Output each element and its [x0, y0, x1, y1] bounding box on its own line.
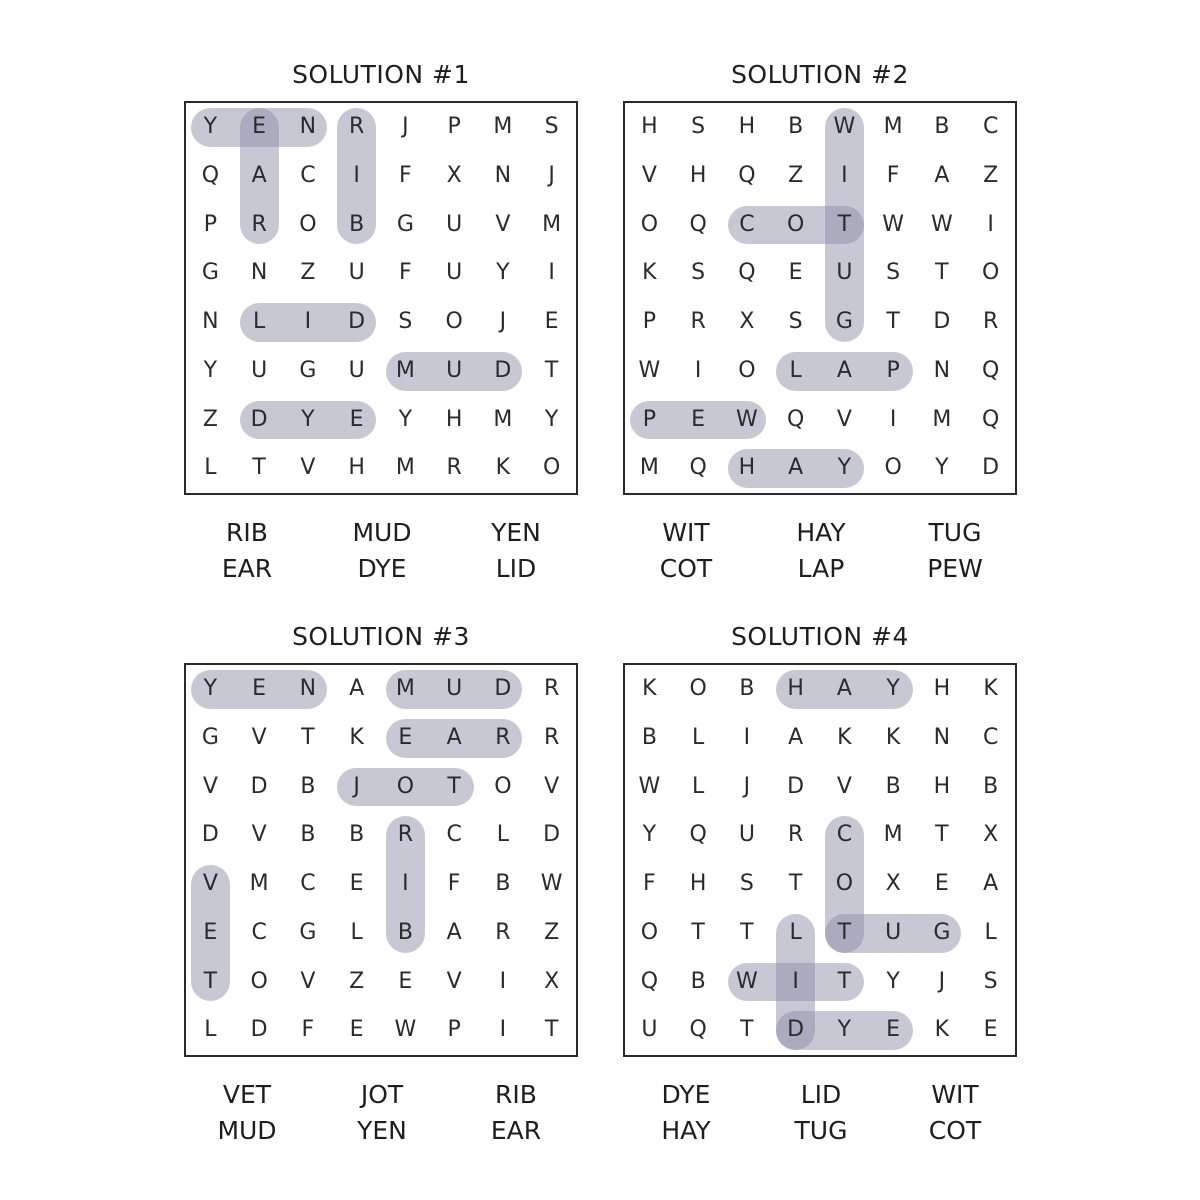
- solution-panel-2: [623, 55, 1017, 600]
- grid-letter: H: [787, 676, 804, 701]
- grid-letter: Y: [398, 406, 413, 432]
- grid-letter: M: [883, 822, 903, 848]
- grid-letter: S: [886, 260, 901, 286]
- grid-letter: B: [641, 724, 657, 750]
- grid-letter: O: [884, 455, 902, 481]
- word-list-item: DYE: [357, 554, 407, 583]
- grid-letter: D: [201, 822, 219, 848]
- grid-letter: H: [738, 455, 756, 481]
- word-list-item: COT: [659, 554, 713, 583]
- grid-letter: N: [933, 724, 951, 750]
- grid-letter: P: [447, 1017, 461, 1043]
- grid-letter: A: [788, 455, 804, 481]
- solution-title: SOLUTION #3: [292, 622, 470, 651]
- word-list-item: TUG: [794, 1116, 848, 1145]
- grid-letter: D: [787, 773, 805, 799]
- grid-letter: C: [739, 211, 755, 237]
- grid-letter: Q: [981, 357, 1000, 383]
- grid-letter: L: [350, 919, 363, 945]
- grid-letter: C: [300, 871, 316, 896]
- word-list-item: MUD: [352, 518, 412, 547]
- grid-letter: S: [788, 309, 803, 334]
- grid-letter: C: [836, 822, 853, 848]
- grid-letter: U: [641, 1017, 658, 1043]
- grid-letter: A: [983, 871, 999, 896]
- grid-letter: T: [788, 871, 803, 896]
- grid-letter: M: [395, 357, 415, 383]
- grid-letter: D: [494, 357, 512, 383]
- grid-letter: R: [543, 676, 560, 701]
- grid-letter: S: [691, 260, 706, 286]
- grid-letter: L: [984, 919, 997, 945]
- grid-letter: T: [837, 919, 852, 945]
- grid-letter: E: [788, 260, 803, 286]
- grid-letter: V: [202, 871, 218, 896]
- grid-letter: T: [837, 968, 852, 994]
- word-list-item: TUG: [928, 518, 982, 547]
- grid-letter: E: [349, 871, 364, 896]
- grid-letter: T: [301, 724, 315, 750]
- grid-letter: N: [933, 357, 951, 383]
- grid-letter: W: [638, 773, 661, 799]
- grid-letter: N: [250, 260, 268, 286]
- grid-letter: E: [349, 1017, 364, 1043]
- grid-letter: R: [787, 822, 804, 848]
- grid-letter: H: [689, 162, 707, 188]
- grid-letter: Y: [203, 357, 218, 383]
- grid-letter: J: [499, 309, 507, 334]
- grid-letter: T: [935, 260, 949, 286]
- word-list-item: COT: [928, 1116, 982, 1145]
- grid-letter: E: [349, 406, 364, 432]
- grid-letter: G: [299, 357, 317, 383]
- grid-letter: L: [789, 919, 802, 945]
- grid-letter: Y: [203, 676, 218, 701]
- word-list-item: YEN: [357, 1116, 407, 1145]
- grid-letter: L: [252, 309, 266, 334]
- word-list-item: EAR: [221, 554, 273, 583]
- grid-letter: Y: [203, 114, 218, 139]
- grid-letter: V: [202, 773, 218, 799]
- word-list-item: RIB: [226, 518, 268, 547]
- grid-letter: T: [886, 309, 900, 334]
- grid-letter: E: [886, 1017, 901, 1043]
- word-list-item: HAY: [661, 1116, 711, 1145]
- grid-letter: E: [544, 309, 559, 334]
- grid-letter: Y: [886, 968, 900, 994]
- grid-letter: M: [932, 406, 952, 432]
- grid-letter: G: [396, 211, 414, 237]
- grid-letter: O: [542, 455, 561, 481]
- grid-letter: W: [394, 1017, 417, 1043]
- grid-letter: W: [735, 968, 758, 994]
- grid-letter: K: [934, 1017, 950, 1043]
- grid-letter: U: [836, 260, 853, 286]
- solution-title: SOLUTION #1: [292, 60, 470, 89]
- solution-title: SOLUTION #4: [731, 622, 909, 651]
- grid-letter: J: [548, 162, 555, 188]
- grid-letter: U: [446, 357, 463, 383]
- grid-letter: V: [251, 724, 267, 750]
- grid-letter: T: [740, 1017, 754, 1043]
- letter-grid: [623, 663, 1017, 1057]
- grid-letter: H: [348, 455, 365, 481]
- word-list-item: HAY: [796, 518, 846, 547]
- grid-letter: I: [889, 406, 897, 432]
- word-list-item: YEN: [491, 518, 541, 547]
- grid-letter: B: [788, 114, 804, 139]
- grid-letter: M: [883, 114, 903, 139]
- grid-letter: O: [835, 871, 854, 896]
- grid-letter: N: [299, 676, 317, 701]
- grid-letter: I: [548, 260, 555, 286]
- grid-letter: O: [299, 211, 317, 237]
- grid-letter: U: [251, 357, 268, 383]
- grid-letter: N: [494, 162, 512, 188]
- grid-letter: F: [447, 871, 461, 896]
- grid-letter: V: [300, 455, 316, 481]
- grid-letter: B: [690, 968, 706, 994]
- grid-letter: D: [787, 1017, 805, 1043]
- grid-letter: R: [251, 211, 267, 237]
- grid-letter: H: [689, 871, 707, 896]
- grid-letter: Y: [642, 822, 657, 848]
- grid-letter: B: [300, 822, 316, 848]
- grid-letter: V: [641, 162, 657, 188]
- grid-letter: D: [982, 455, 1000, 481]
- grid-letter: E: [398, 724, 413, 750]
- word-list-item: LID: [800, 1080, 842, 1109]
- grid-letter: O: [981, 260, 1000, 286]
- grid-letter: B: [397, 919, 413, 945]
- grid-letter: L: [204, 1017, 217, 1043]
- grid-letter: R: [348, 114, 365, 139]
- grid-letter: M: [395, 455, 415, 481]
- grid-letter: W: [540, 871, 563, 896]
- grid-letter: R: [495, 724, 511, 750]
- grid-letter: X: [544, 968, 560, 994]
- grid-letter: A: [251, 162, 267, 188]
- grid-letter: S: [739, 871, 754, 896]
- grid-letter: O: [786, 211, 805, 237]
- grid-letter: D: [494, 676, 512, 701]
- grid-letter: E: [252, 114, 267, 139]
- grid-letter: V: [836, 773, 852, 799]
- grid-letter: W: [638, 357, 661, 383]
- grid-letter: L: [691, 724, 705, 750]
- grid-letter: I: [694, 357, 702, 383]
- grid-letter: J: [402, 114, 409, 139]
- grid-letter: R: [690, 309, 706, 334]
- grid-letter: Q: [689, 822, 707, 848]
- grid-letter: B: [934, 114, 950, 139]
- grid-letter: J: [353, 773, 360, 799]
- grid-letter: D: [250, 1017, 268, 1043]
- grid-letter: I: [743, 724, 751, 750]
- grid-letter: A: [934, 162, 950, 188]
- grid-letter: I: [402, 871, 409, 896]
- grid-letter: C: [300, 162, 316, 188]
- grid-letter: Q: [201, 162, 220, 188]
- grid-letter: Z: [788, 162, 804, 188]
- grid-letter: I: [792, 968, 799, 994]
- grid-letter: Z: [983, 162, 999, 188]
- grid-letter: A: [836, 676, 852, 701]
- grid-letter: E: [983, 1017, 998, 1043]
- grid-letter: Q: [738, 260, 756, 286]
- grid-letter: G: [201, 260, 219, 286]
- grid-letter: M: [639, 455, 659, 481]
- grid-letter: Y: [496, 260, 510, 286]
- grid-letter: E: [252, 676, 267, 701]
- grid-letter: B: [495, 871, 511, 896]
- grid-letter: M: [395, 676, 415, 701]
- grid-letter: G: [835, 309, 853, 334]
- grid-letter: Q: [738, 162, 756, 188]
- grid-letter: Q: [689, 211, 707, 237]
- grid-letter: Y: [935, 455, 949, 481]
- grid-letter: U: [885, 919, 902, 945]
- word-list-item: PEW: [927, 554, 983, 583]
- grid-letter: O: [445, 309, 463, 334]
- grid-letter: K: [642, 676, 657, 701]
- grid-letter: K: [983, 676, 998, 701]
- solution-panel-1: [184, 55, 578, 600]
- grid-letter: V: [251, 822, 267, 848]
- grid-letter: T: [935, 822, 949, 848]
- grid-letter: W: [882, 211, 904, 237]
- grid-letter: D: [250, 406, 268, 432]
- solution-title: SOLUTION #2: [731, 60, 909, 89]
- grid-letter: M: [249, 871, 269, 896]
- grid-letter: Z: [544, 919, 560, 945]
- word-list-item: VET: [222, 1080, 272, 1109]
- grid-letter: A: [349, 676, 365, 701]
- word-list-item: JOT: [360, 1080, 404, 1109]
- grid-letter: P: [642, 406, 657, 432]
- grid-letter: T: [544, 1017, 559, 1043]
- grid-letter: T: [252, 455, 266, 481]
- grid-letter: L: [691, 773, 705, 799]
- solution-panel-4: [623, 617, 1017, 1162]
- word-list: [623, 515, 1017, 595]
- grid-letter: P: [447, 114, 461, 139]
- grid-letter: M: [493, 114, 513, 139]
- grid-letter: U: [446, 260, 463, 286]
- grid-letter: P: [642, 309, 657, 334]
- letter-grid: [184, 101, 578, 495]
- grid-letter: V: [544, 773, 560, 799]
- grid-letter: E: [203, 919, 218, 945]
- grid-letter: X: [885, 871, 901, 896]
- grid-letter: V: [300, 968, 316, 994]
- grid-letter: H: [933, 773, 951, 799]
- grid-letter: O: [640, 211, 659, 237]
- grid-letter: K: [837, 724, 852, 750]
- grid-letter: B: [885, 773, 901, 799]
- grid-letter: W: [833, 114, 856, 139]
- grid-letter: A: [446, 919, 462, 945]
- grid-letter: S: [983, 968, 998, 994]
- word-list-item: RIB: [495, 1080, 537, 1109]
- grid-letter: F: [399, 162, 412, 188]
- grid-letter: Q: [640, 968, 659, 994]
- word-list: [623, 1077, 1017, 1157]
- grid-letter: B: [739, 676, 755, 701]
- grid-letter: C: [982, 724, 999, 750]
- grid-letter: L: [496, 822, 509, 848]
- grid-letter: S: [544, 114, 559, 139]
- grid-letter: A: [788, 724, 804, 750]
- grid-letter: T: [544, 357, 559, 383]
- grid-letter: Y: [886, 676, 900, 701]
- grid-letter: F: [399, 260, 412, 286]
- grid-letter: D: [543, 822, 561, 848]
- word-list: [184, 1077, 578, 1157]
- grid-letter: B: [349, 211, 365, 237]
- grid-letter: O: [250, 968, 268, 994]
- grid-letter: I: [499, 968, 507, 994]
- grid-letter: V: [495, 211, 511, 237]
- grid-letter: C: [446, 822, 462, 848]
- grid-letter: K: [495, 455, 511, 481]
- word-list-item: LAP: [797, 554, 845, 583]
- grid-letter: F: [643, 871, 656, 896]
- grid-letter: O: [494, 773, 512, 799]
- grid-letter: Q: [689, 455, 707, 481]
- grid-letter: V: [446, 968, 462, 994]
- grid-letter: G: [933, 919, 951, 945]
- grid-letter: F: [301, 1017, 315, 1043]
- grid-letter: J: [743, 773, 751, 799]
- grid-letter: U: [738, 822, 755, 848]
- grid-letter: G: [299, 919, 317, 945]
- grid-letter: C: [251, 919, 267, 945]
- grid-letter: B: [349, 822, 365, 848]
- grid-letter: D: [933, 309, 951, 334]
- grid-letter: K: [885, 724, 901, 750]
- word-list-item: EAR: [490, 1116, 542, 1145]
- grid-letter: H: [933, 676, 951, 701]
- grid-letter: M: [493, 406, 513, 432]
- grid-letter: U: [446, 211, 463, 237]
- grid-letter: T: [691, 919, 705, 945]
- grid-letter: R: [397, 822, 414, 848]
- grid-letter: M: [542, 211, 562, 237]
- grid-letter: H: [445, 406, 463, 432]
- grid-letter: G: [201, 724, 219, 750]
- grid-letter: T: [203, 968, 218, 994]
- grid-letter: K: [349, 724, 364, 750]
- grid-letter: Q: [689, 1017, 707, 1043]
- word-list-item: WIT: [931, 1080, 979, 1109]
- grid-letter: Z: [349, 968, 365, 994]
- grid-letter: I: [841, 162, 848, 188]
- grid-letter: S: [398, 309, 413, 334]
- grid-letter: L: [789, 357, 802, 383]
- grid-letter: C: [982, 114, 999, 139]
- word-list-item: LID: [495, 554, 537, 583]
- grid-letter: I: [304, 309, 312, 334]
- grid-letter: X: [739, 309, 755, 334]
- grid-letter: Q: [786, 406, 805, 432]
- grid-letter: B: [983, 773, 999, 799]
- grid-letter: Z: [202, 406, 218, 432]
- grid-letter: D: [250, 773, 268, 799]
- grid-letter: U: [348, 260, 365, 286]
- grid-letter: R: [446, 455, 462, 481]
- grid-letter: R: [982, 309, 999, 334]
- grid-letter: E: [691, 406, 706, 432]
- grid-letter: N: [202, 309, 219, 334]
- grid-letter: N: [299, 114, 317, 139]
- grid-letter: R: [543, 724, 560, 750]
- grid-letter: Q: [981, 406, 1000, 432]
- grid-letter: U: [446, 676, 463, 701]
- grid-letter: P: [886, 357, 900, 383]
- grid-letter: E: [934, 871, 949, 896]
- grid-letter: W: [930, 211, 953, 237]
- grid-letter: H: [641, 114, 658, 139]
- grid-letter: O: [689, 676, 707, 701]
- letter-grid: [623, 101, 1017, 495]
- grid-letter: J: [938, 968, 946, 994]
- grid-letter: Z: [300, 260, 316, 286]
- grid-letter: S: [691, 114, 706, 139]
- grid-letter: I: [499, 1017, 507, 1043]
- grid-letter: F: [886, 162, 900, 188]
- grid-letter: Y: [837, 1017, 852, 1043]
- grid-letter: O: [738, 357, 756, 383]
- grid-letter: O: [640, 919, 659, 945]
- letter-grid: [184, 663, 578, 1057]
- grid-letter: X: [446, 162, 462, 188]
- grid-letter: Y: [301, 406, 315, 432]
- grid-letter: L: [204, 455, 217, 481]
- grid-letter: B: [300, 773, 316, 799]
- word-list-item: MUD: [217, 1116, 277, 1145]
- grid-letter: W: [735, 406, 758, 432]
- grid-letter: A: [446, 724, 462, 750]
- solution-panel-3: [184, 617, 578, 1162]
- word-list: [184, 515, 578, 595]
- grid-letter: A: [836, 357, 852, 383]
- word-list-item: DYE: [661, 1080, 711, 1109]
- grid-letter: V: [836, 406, 852, 432]
- grid-letter: Y: [837, 455, 852, 481]
- grid-letter: D: [348, 309, 366, 334]
- grid-letter: O: [396, 773, 415, 799]
- grid-letter: U: [348, 357, 365, 383]
- grid-letter: H: [738, 114, 756, 139]
- grid-letter: Y: [544, 406, 559, 432]
- grid-letter: I: [353, 162, 360, 188]
- grid-letter: T: [837, 211, 852, 237]
- grid-letter: R: [495, 919, 511, 945]
- grid-letter: P: [203, 211, 218, 237]
- grid-letter: I: [987, 211, 994, 237]
- word-list-item: WIT: [662, 518, 710, 547]
- grid-letter: T: [447, 773, 461, 799]
- grid-letter: T: [740, 919, 754, 945]
- grid-letter: E: [398, 968, 413, 994]
- grid-letter: K: [642, 260, 657, 286]
- grid-letter: X: [983, 822, 999, 848]
